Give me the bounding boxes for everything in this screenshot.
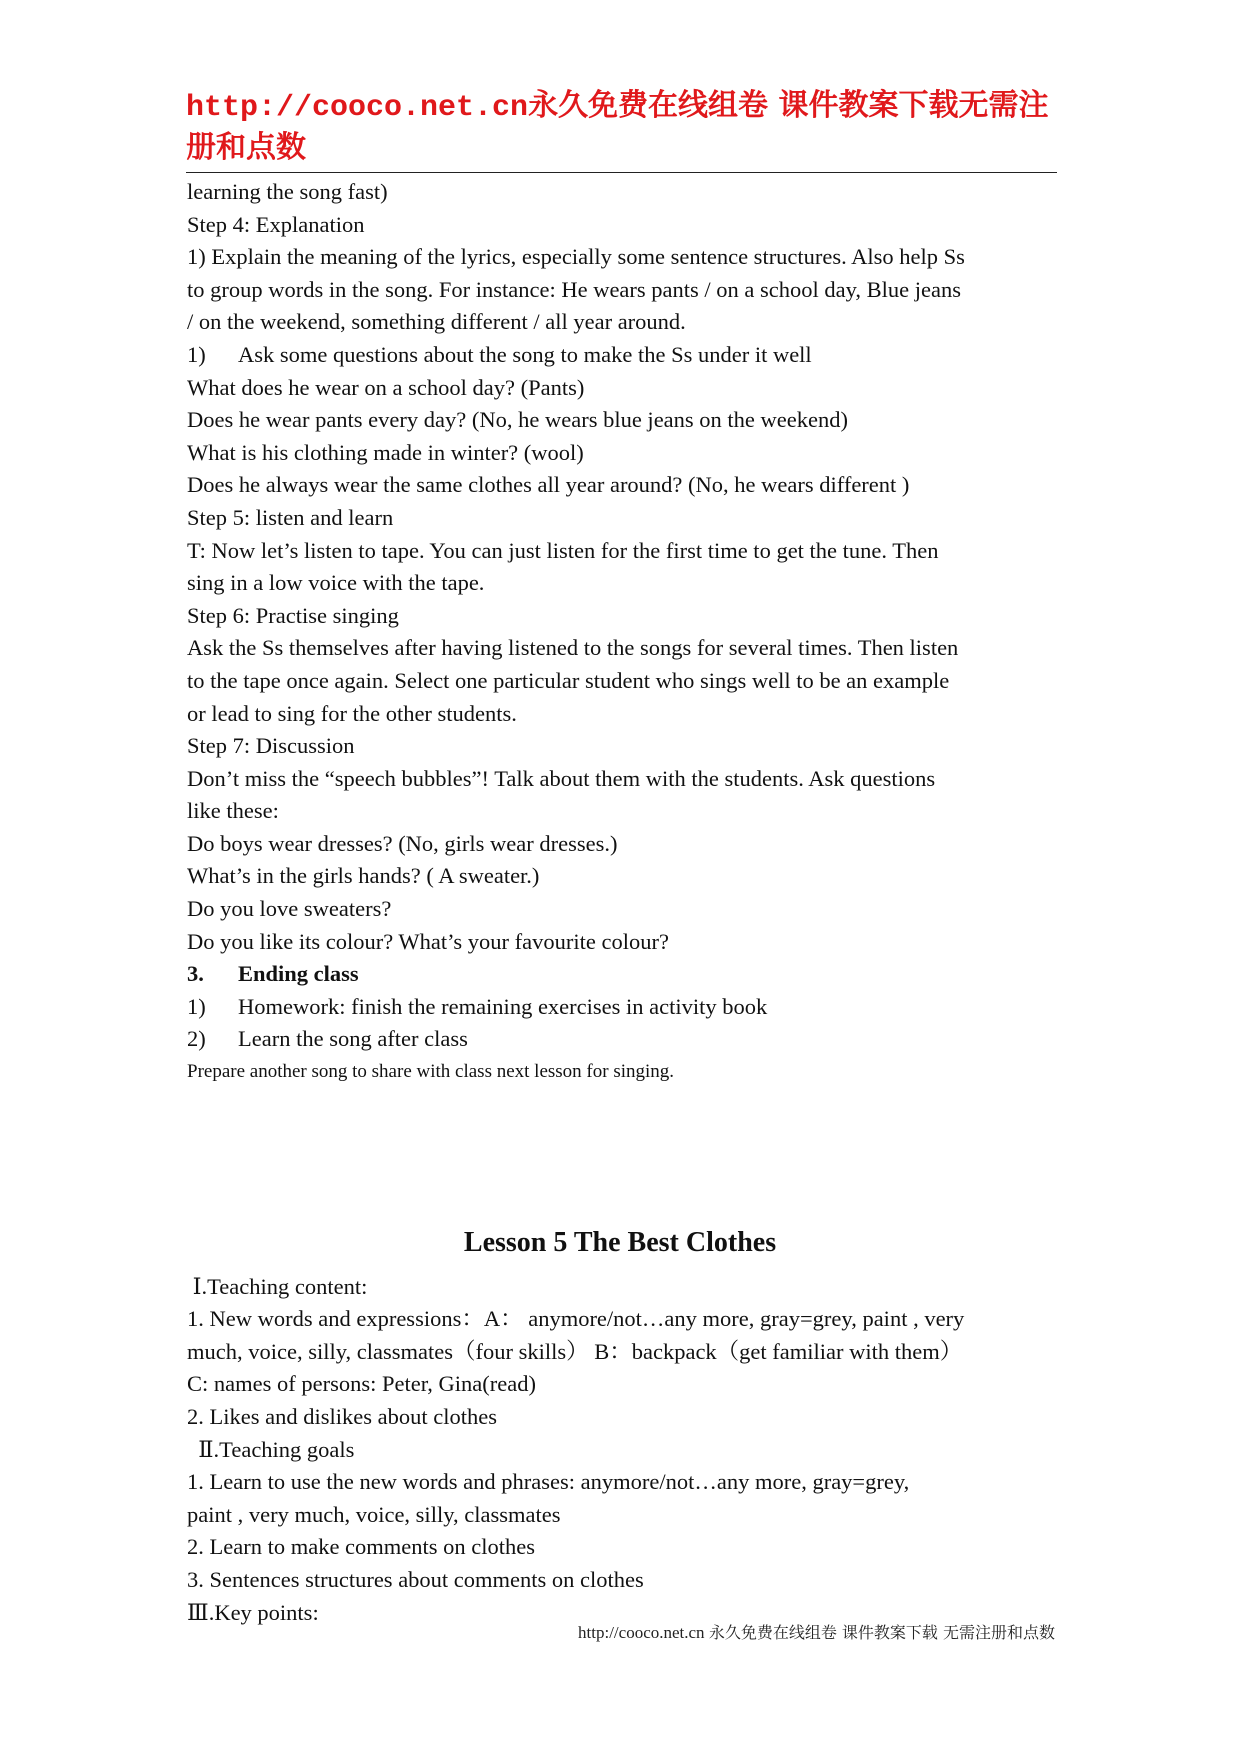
section-heading: Ⅱ.Teaching goals bbox=[187, 1436, 355, 1462]
text-line: sing in a low voice with the tape. bbox=[187, 570, 485, 596]
item-number: 2) bbox=[187, 1026, 206, 1052]
step-heading: Step 4: Explanation bbox=[187, 211, 365, 237]
item-text: Learn the song after class bbox=[238, 1026, 468, 1052]
question-line: Does he always wear the same clothes all year around? (No, he wears different ) bbox=[187, 472, 910, 498]
text-line: Prepare another song to share with class next lesson for singing. bbox=[187, 1061, 675, 1083]
text-line: 2. Learn to make comments on clothes bbox=[187, 1534, 536, 1560]
section-heading: Ⅲ.Key points: bbox=[187, 1599, 319, 1625]
header-slogan: 永久免费在线组卷 课件教案下载无需注 bbox=[528, 88, 1049, 123]
text-line: 1) Explain the meaning of the lyrics, especially some sentence structures. Also help Ss bbox=[187, 244, 965, 270]
document-body bbox=[187, 176, 1057, 1629]
section-heading: Ⅰ.Teaching content: bbox=[187, 1273, 368, 1299]
text-line: 2. Likes and dislikes about clothes bbox=[187, 1404, 497, 1429]
page-header bbox=[186, 86, 1056, 168]
question-line: What is his clothing made in winter? (wool) bbox=[187, 439, 584, 465]
text-line: 1. New words and expressions：A： anymore/not…any more, gray=grey, paint , very bbox=[187, 1306, 965, 1332]
text-line: Don’t miss the “speech bubbles”! Talk about them with the students. Ask questions bbox=[187, 765, 936, 791]
text-line: much, voice, silly, classmates（four skills） B：backpack（get familiar with them） bbox=[187, 1338, 963, 1364]
header-url: http://cooco.net.cn bbox=[186, 91, 529, 125]
numbered-item bbox=[187, 991, 1057, 1024]
step-heading: Step 7: Discussion bbox=[187, 733, 355, 759]
text-line: to the tape once again. Select one particular student who sings well to be an example bbox=[187, 667, 950, 693]
spacer bbox=[187, 1089, 1057, 1225]
text-line: like these: bbox=[187, 798, 279, 824]
numbered-item bbox=[187, 1023, 1057, 1056]
numbered-item bbox=[187, 339, 1057, 372]
question-line: Do you love sweaters? bbox=[187, 896, 392, 922]
footer-url: http://cooco.net.cn bbox=[578, 1623, 705, 1642]
text-line: 3. Sentences structures about comments on clothes bbox=[187, 1566, 644, 1592]
header-line-1 bbox=[186, 86, 1056, 128]
question-line: What’s in the girls hands? ( A sweater.) bbox=[187, 863, 540, 889]
section-title: Ending class bbox=[238, 961, 359, 987]
question-line: Do you like its colour? What’s your favourite colour? bbox=[187, 928, 669, 954]
text-line: / on the weekend, something different / all year around. bbox=[187, 309, 686, 335]
item-text: Homework: finish the remaining exercises in activity book bbox=[238, 993, 768, 1019]
text-line: C: names of persons: Peter, Gina(read) bbox=[187, 1371, 536, 1397]
question-line: Does he wear pants every day? (No, he wears blue jeans on the weekend) bbox=[187, 407, 848, 433]
text-line: paint , very much, voice, silly, classmates bbox=[187, 1501, 561, 1527]
item-number: 1) bbox=[187, 341, 206, 367]
item-text: Ask some questions about the song to make the Ss under it well bbox=[238, 341, 812, 367]
header-line-2: 册和点数 bbox=[186, 130, 306, 165]
lesson-title: Lesson 5 The Best Clothes bbox=[463, 1226, 777, 1258]
text-line: T: Now let’s listen to tape. You can just listen for the first time to get the tune. Then bbox=[187, 537, 939, 563]
step-heading: Step 5: listen and learn bbox=[187, 504, 394, 530]
item-number: 1) bbox=[187, 993, 206, 1019]
footer-slogan: 永久免费在线组卷 课件教案下载 无需注册和点数 bbox=[708, 1623, 1055, 1642]
question-line: Do boys wear dresses? (No, girls wear dresses.) bbox=[187, 830, 618, 856]
text-line: Ask the Ss themselves after having listened to the songs for several times. Then listen bbox=[187, 635, 959, 661]
text-line: or lead to sing for the other students. bbox=[187, 700, 517, 726]
header-divider bbox=[186, 172, 1057, 173]
section-number: 3. bbox=[187, 961, 204, 987]
text-line: to group words in the song. For instance: He wears pants / on a school day, Blue jeans bbox=[187, 276, 962, 302]
text-line: learning the song fast) bbox=[187, 179, 388, 204]
text-line: 1. Learn to use the new words and phrases: anymore/not…any more, gray=grey, bbox=[187, 1469, 910, 1495]
page-footer bbox=[578, 1620, 1055, 1643]
step-heading: Step 6: Practise singing bbox=[187, 602, 399, 628]
question-line: What does he wear on a school day? (Pants) bbox=[187, 374, 585, 400]
section-heading bbox=[187, 958, 1057, 991]
